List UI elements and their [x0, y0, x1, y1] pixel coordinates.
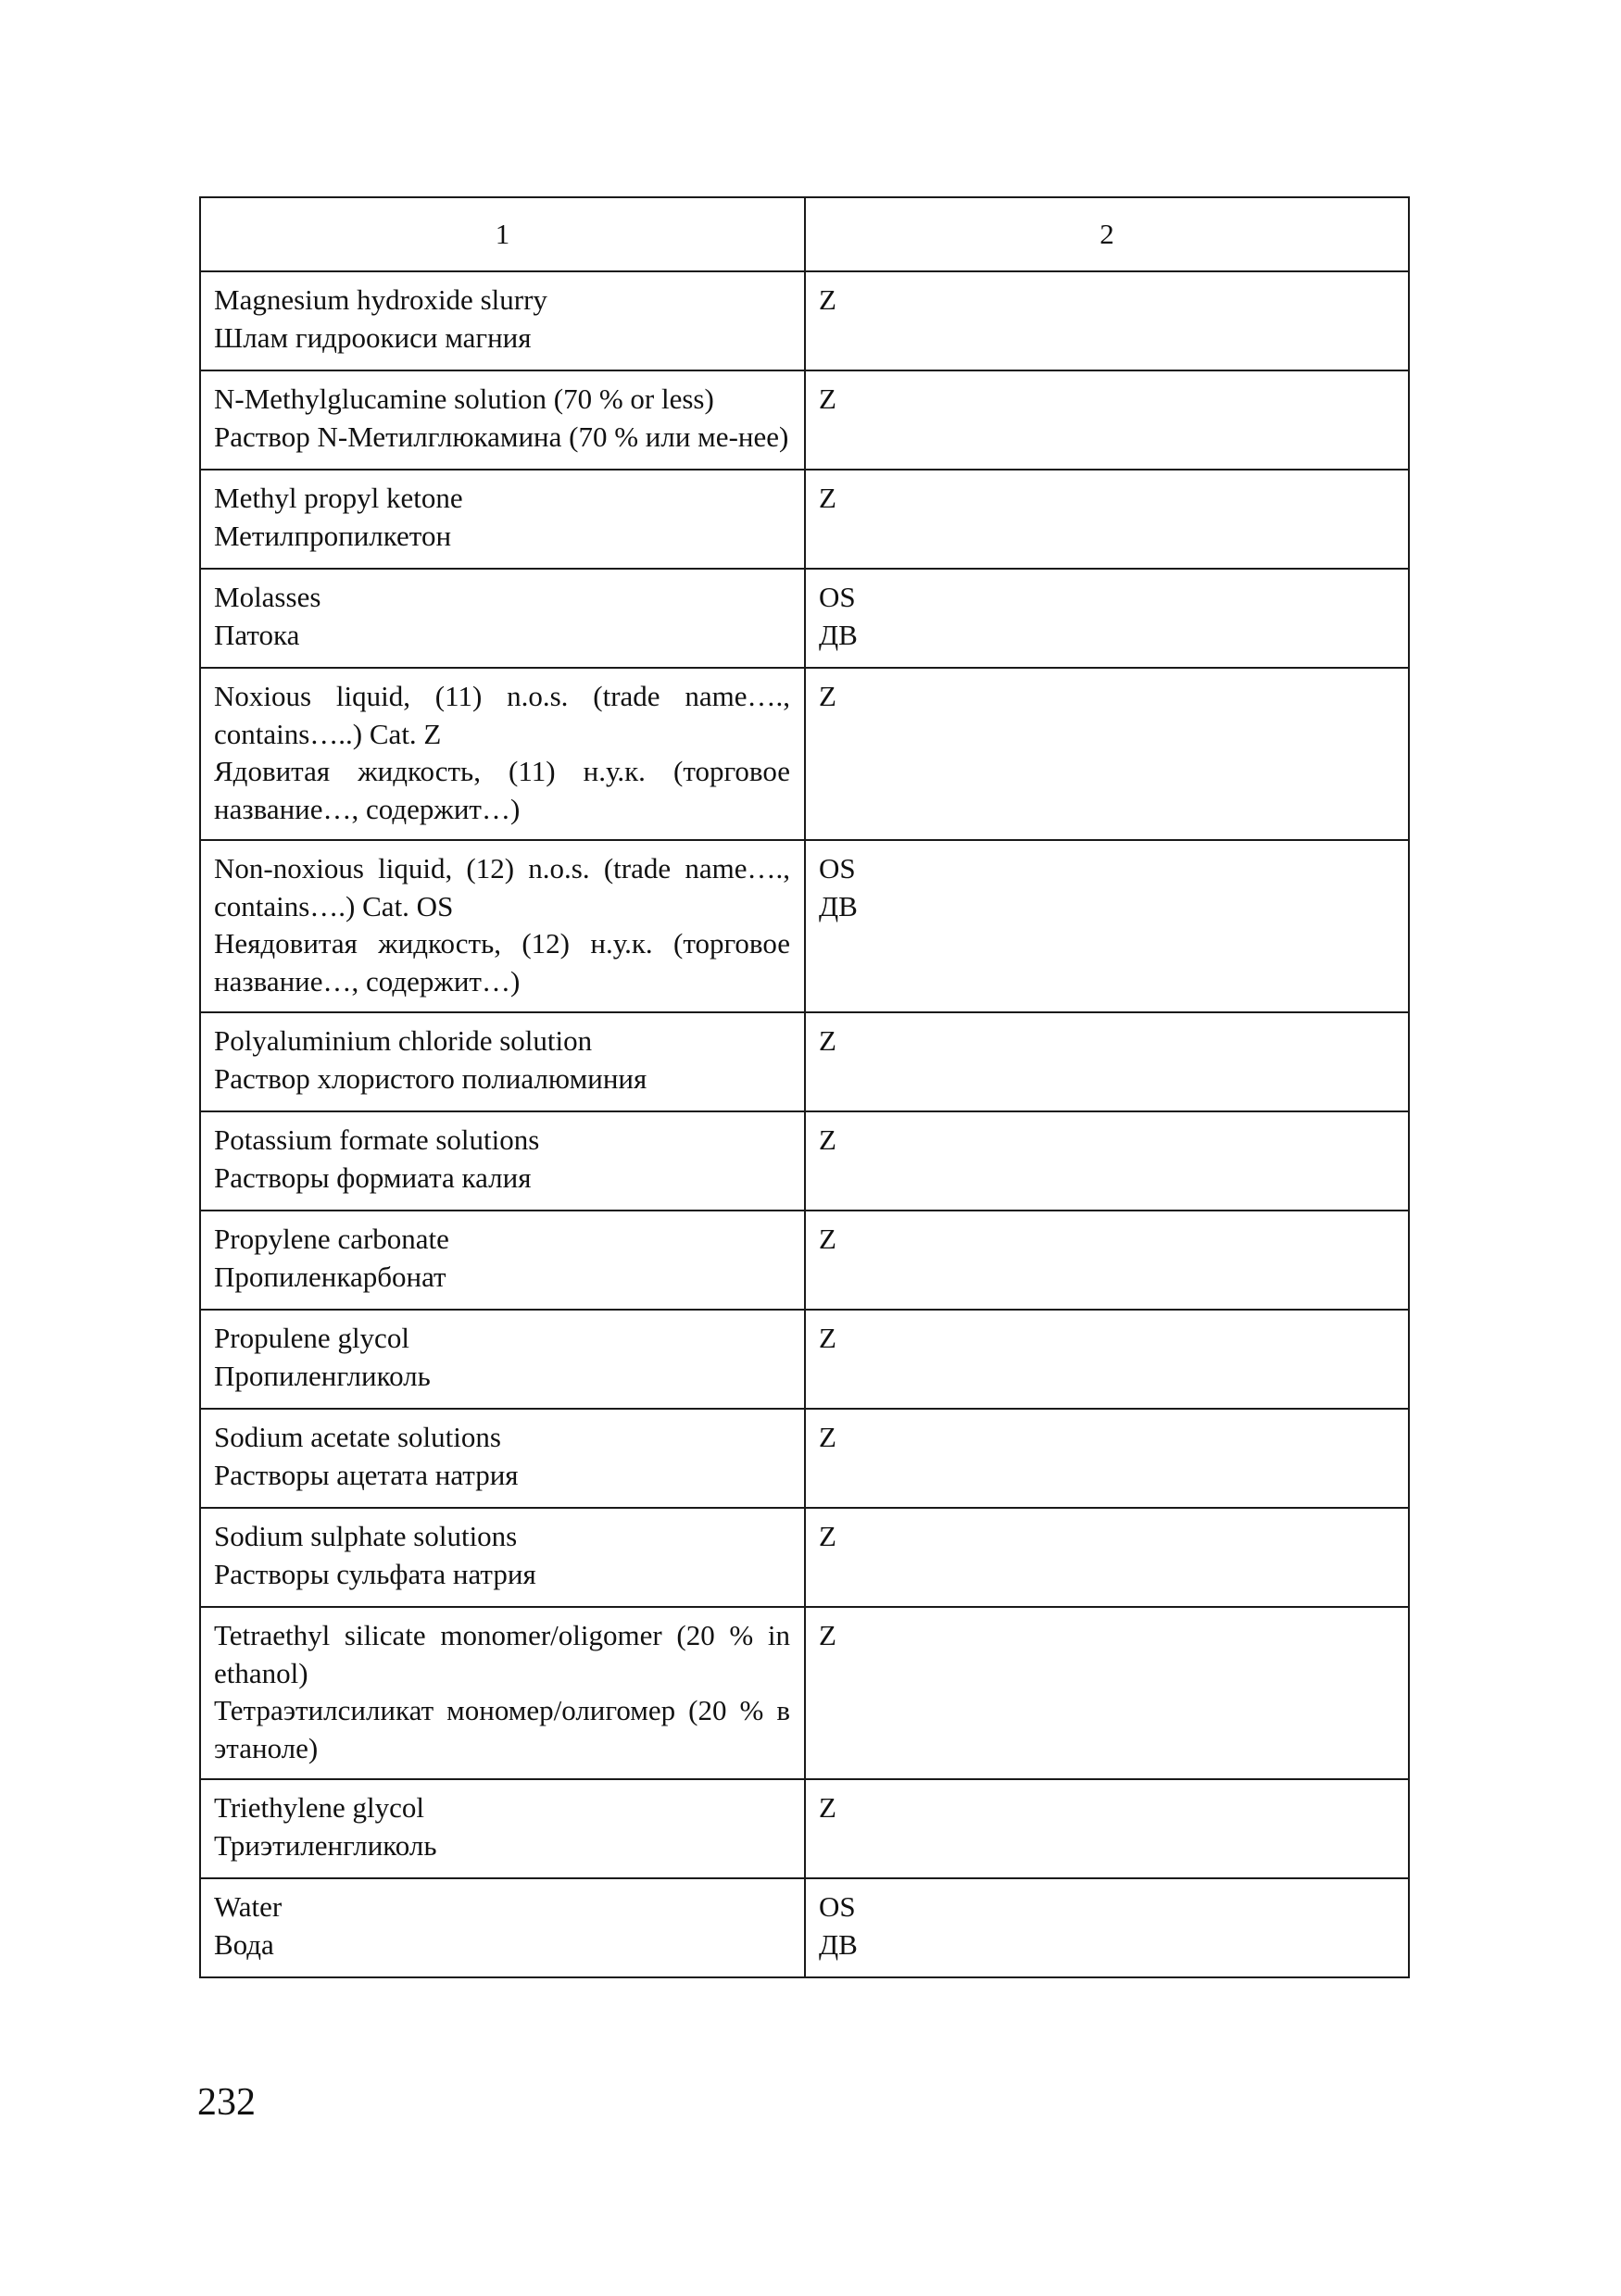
substance-name-ru: Растворы формиата калия — [214, 1161, 532, 1194]
pollution-category: Z — [819, 482, 836, 514]
substance-name-cell — [200, 1211, 805, 1310]
substance-name-ru: Неядовитая жидкость, (12) н.у.к. (торговое название…, содержит…) — [214, 927, 790, 997]
substance-name-en: Tetraethyl silicate monomer/oligomer (20 % in ethanol) — [214, 1619, 790, 1689]
substance-name-en: Propulene glycol — [214, 1322, 409, 1354]
substance-name-cell — [200, 271, 805, 370]
pollution-category: Z — [819, 1223, 836, 1255]
table-row — [200, 840, 1409, 1012]
substance-name-cell — [200, 569, 805, 668]
substance-name-en: Noxious liquid, (11) n.o.s. (trade name…., contains…..) Cat. Z — [214, 680, 790, 750]
pollution-category: Z — [819, 1024, 836, 1057]
substance-name-en: Methyl propyl ketone — [214, 482, 463, 514]
category-cell — [805, 1508, 1409, 1607]
category-cell — [805, 1310, 1409, 1409]
table-row — [200, 1779, 1409, 1878]
pollution-category: ДВ — [819, 1927, 858, 1961]
substance-name-cell — [200, 840, 805, 1012]
category-cell — [805, 1211, 1409, 1310]
substance-name-cell — [200, 1012, 805, 1111]
substance-name-cell — [200, 1779, 805, 1878]
substance-name-ru: Раствор хлористого полиалюминия — [214, 1061, 647, 1095]
substance-name-ru: Ядовитая жидкость, (11) н.у.к. (торговое название…, содержит…) — [214, 755, 790, 825]
substance-name-en: Sodium sulphate solutions — [214, 1520, 518, 1552]
table-row — [200, 1012, 1409, 1111]
column-header-2: 2 — [805, 197, 1409, 271]
header-row — [200, 197, 1409, 271]
substance-name-ru: Метилпропилкетон — [214, 519, 452, 552]
category-cell — [805, 668, 1409, 840]
table-row — [200, 1878, 1409, 1977]
substance-name-cell — [200, 1508, 805, 1607]
substance-name-en: Non-noxious liquid, (12) n.o.s. (trade name…., contains….) Cat. OS — [214, 852, 790, 922]
substance-name-en: N-Methylglucamine solution (70 % or less) — [214, 383, 714, 415]
table-row — [200, 668, 1409, 840]
table-row — [200, 569, 1409, 668]
category-cell — [805, 470, 1409, 569]
category-cell — [805, 271, 1409, 370]
substance-name-ru: Растворы ацетата натрия — [214, 1458, 519, 1491]
substance-name-ru: Пропиленкарбонат — [214, 1260, 446, 1293]
substance-name-en: Propylene carbonate — [214, 1223, 449, 1255]
substance-name-en: Magnesium hydroxide slurry — [214, 283, 547, 316]
substance-name-en: Sodium acetate solutions — [214, 1421, 501, 1453]
table-row — [200, 1409, 1409, 1508]
substance-name-ru: Патока — [214, 618, 300, 651]
category-cell — [805, 1409, 1409, 1508]
category-cell — [805, 1111, 1409, 1211]
pollution-category: Z — [819, 283, 836, 316]
pollution-category: Z — [819, 1123, 836, 1156]
pollution-category: Z — [819, 1520, 836, 1552]
table-header — [200, 197, 1409, 271]
pollution-category: ДВ — [819, 618, 858, 651]
pollution-category: OS — [819, 581, 856, 613]
substance-name-en: Polyaluminium chloride solution — [214, 1024, 593, 1057]
page-number: 232 — [197, 2081, 256, 2124]
table-row — [200, 1508, 1409, 1607]
substance-name-ru: Триэтиленгликоль — [214, 1828, 437, 1862]
category-cell — [805, 370, 1409, 470]
substance-name-ru: Раствор N-Метилглюкамина (70 % или ме-нее) — [214, 420, 789, 453]
pollution-category: Z — [819, 1322, 836, 1354]
substance-name-ru: Тетраэтилсиликат мономер/олигомер (20 % в этаноле) — [214, 1694, 790, 1764]
category-cell — [805, 840, 1409, 1012]
substance-name-en: Potassium formate solutions — [214, 1123, 540, 1156]
pollution-category: Z — [819, 383, 836, 415]
table-row — [200, 271, 1409, 370]
pollution-category: OS — [819, 852, 856, 885]
substance-name-en: Water — [214, 1890, 283, 1923]
substance-name-cell — [200, 470, 805, 569]
table-row — [200, 1607, 1409, 1779]
category-cell — [805, 1607, 1409, 1779]
table-row — [200, 1111, 1409, 1211]
category-cell — [805, 1878, 1409, 1977]
pollution-category: Z — [819, 1791, 836, 1824]
table-row — [200, 470, 1409, 569]
substance-name-cell — [200, 1607, 805, 1779]
substance-name-ru: Шлам гидроокиси магния — [214, 320, 532, 354]
substance-name-cell — [200, 370, 805, 470]
substance-name-cell — [200, 1111, 805, 1211]
table-row — [200, 1310, 1409, 1409]
substance-name-ru: Вода — [214, 1927, 274, 1961]
column-header-1: 1 — [200, 197, 805, 271]
substance-name-ru: Пропиленгликоль — [214, 1359, 431, 1392]
pollution-category: Z — [819, 680, 836, 712]
table-body — [200, 271, 1409, 1977]
pollution-category: ДВ — [819, 889, 858, 922]
substance-name-cell — [200, 1310, 805, 1409]
pollution-category: Z — [819, 1619, 836, 1651]
category-cell — [805, 569, 1409, 668]
substance-name-cell — [200, 1878, 805, 1977]
table-row — [200, 370, 1409, 470]
table-row — [200, 1211, 1409, 1310]
pollution-category: OS — [819, 1890, 856, 1923]
substance-name-en: Triethylene glycol — [214, 1791, 425, 1824]
substances-table — [199, 196, 1410, 1978]
category-cell — [805, 1779, 1409, 1878]
substance-name-en: Molasses — [214, 581, 321, 613]
substance-name-ru: Растворы сульфата натрия — [214, 1557, 536, 1590]
pollution-category: Z — [819, 1421, 836, 1453]
substance-name-cell — [200, 668, 805, 840]
substance-name-cell — [200, 1409, 805, 1508]
category-cell — [805, 1012, 1409, 1111]
